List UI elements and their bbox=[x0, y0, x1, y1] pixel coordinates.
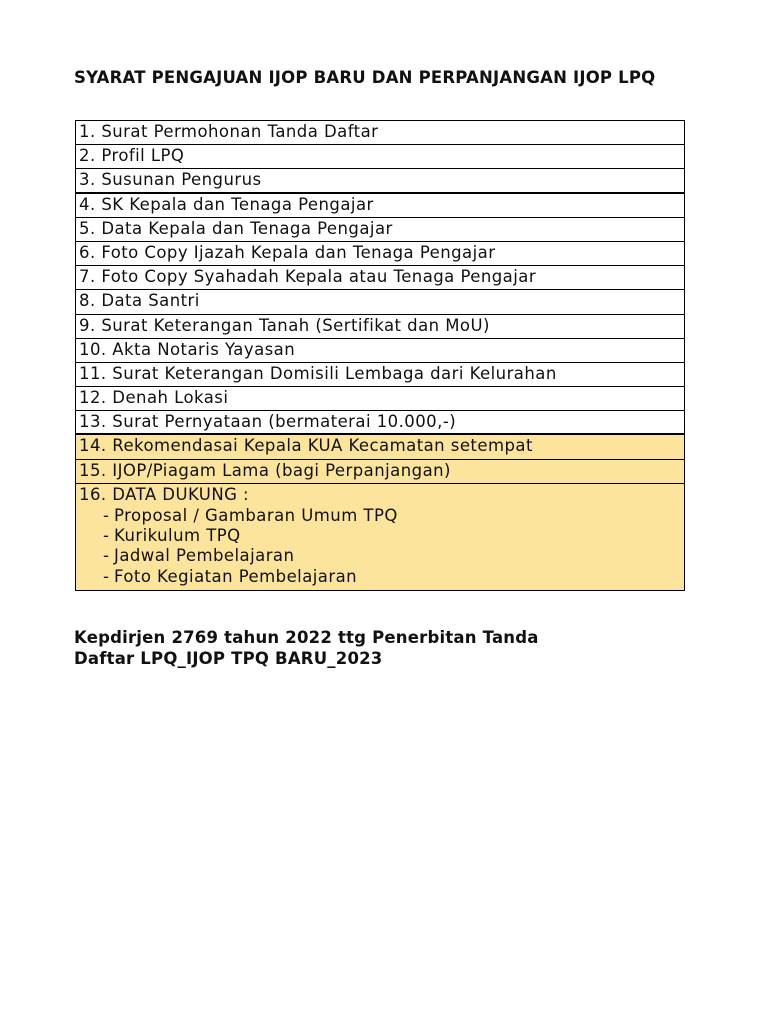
list-dash: - bbox=[103, 566, 110, 586]
list-item bbox=[79, 526, 684, 546]
requirement-row: 10. Akta Notaris Yayasan bbox=[76, 339, 684, 363]
regulation-reference bbox=[74, 628, 694, 669]
requirement-row: 5. Data Kepala dan Tenaga Pengajar bbox=[76, 218, 684, 242]
requirement-row: 12. Denah Lokasi bbox=[76, 387, 684, 411]
supporting-data-item: Kurikulum TPQ bbox=[114, 526, 241, 546]
supporting-data-list bbox=[79, 506, 684, 587]
requirement-row: 6. Foto Copy Ijazah Kepala dan Tenaga Pengajar bbox=[76, 242, 684, 266]
list-dash: - bbox=[103, 505, 110, 525]
list-item bbox=[79, 567, 684, 587]
requirement-row: 7. Foto Copy Syahadah Kepala atau Tenaga Pengajar bbox=[76, 266, 684, 290]
document-title: SYARAT PENGAJUAN IJOP BARU DAN PERPANJANGAN IJOP LPQ bbox=[74, 68, 656, 87]
supporting-data-item: Jadwal Pembelajaran bbox=[114, 546, 295, 566]
list-item bbox=[79, 546, 684, 566]
requirements-table bbox=[75, 120, 685, 591]
requirement-row: 1. Surat Permohonan Tanda Daftar bbox=[76, 121, 684, 145]
requirement-row: 11. Surat Keterangan Domisili Lembaga dari Kelurahan bbox=[76, 363, 684, 387]
supporting-data-heading: 16. DATA DUKUNG : bbox=[79, 484, 250, 504]
regulation-reference-line: Kepdirjen 2769 tahun 2022 ttg Penerbitan Tanda bbox=[74, 628, 539, 647]
list-item bbox=[79, 506, 684, 526]
supporting-data-item: Proposal / Gambaran Umum TPQ bbox=[114, 505, 398, 525]
requirement-row: 8. Data Santri bbox=[76, 290, 684, 314]
requirement-row: 3. Susunan Pengurus bbox=[76, 169, 684, 193]
requirement-row: 2. Profil LPQ bbox=[76, 145, 684, 169]
requirement-row: 4. SK Kepala dan Tenaga Pengajar bbox=[76, 194, 684, 218]
requirement-row-supporting-data bbox=[76, 484, 684, 590]
requirement-row: 9. Surat Keterangan Tanah (Sertifikat dan MoU) bbox=[76, 315, 684, 339]
requirement-row-highlighted: 14. Rekomendasai Kepala KUA Kecamatan setempat bbox=[76, 435, 684, 459]
list-dash: - bbox=[103, 546, 110, 566]
supporting-data-item: Foto Kegiatan Pembelajaran bbox=[114, 566, 358, 586]
list-dash: - bbox=[103, 526, 110, 546]
requirement-row: 13. Surat Pernyataan (bermaterai 10.000,-) bbox=[76, 411, 684, 435]
requirement-row-highlighted: 15. IJOP/Piagam Lama (bagi Perpanjangan) bbox=[76, 460, 684, 484]
regulation-reference-line: Daftar LPQ_IJOP TPQ BARU_2023 bbox=[74, 648, 383, 668]
